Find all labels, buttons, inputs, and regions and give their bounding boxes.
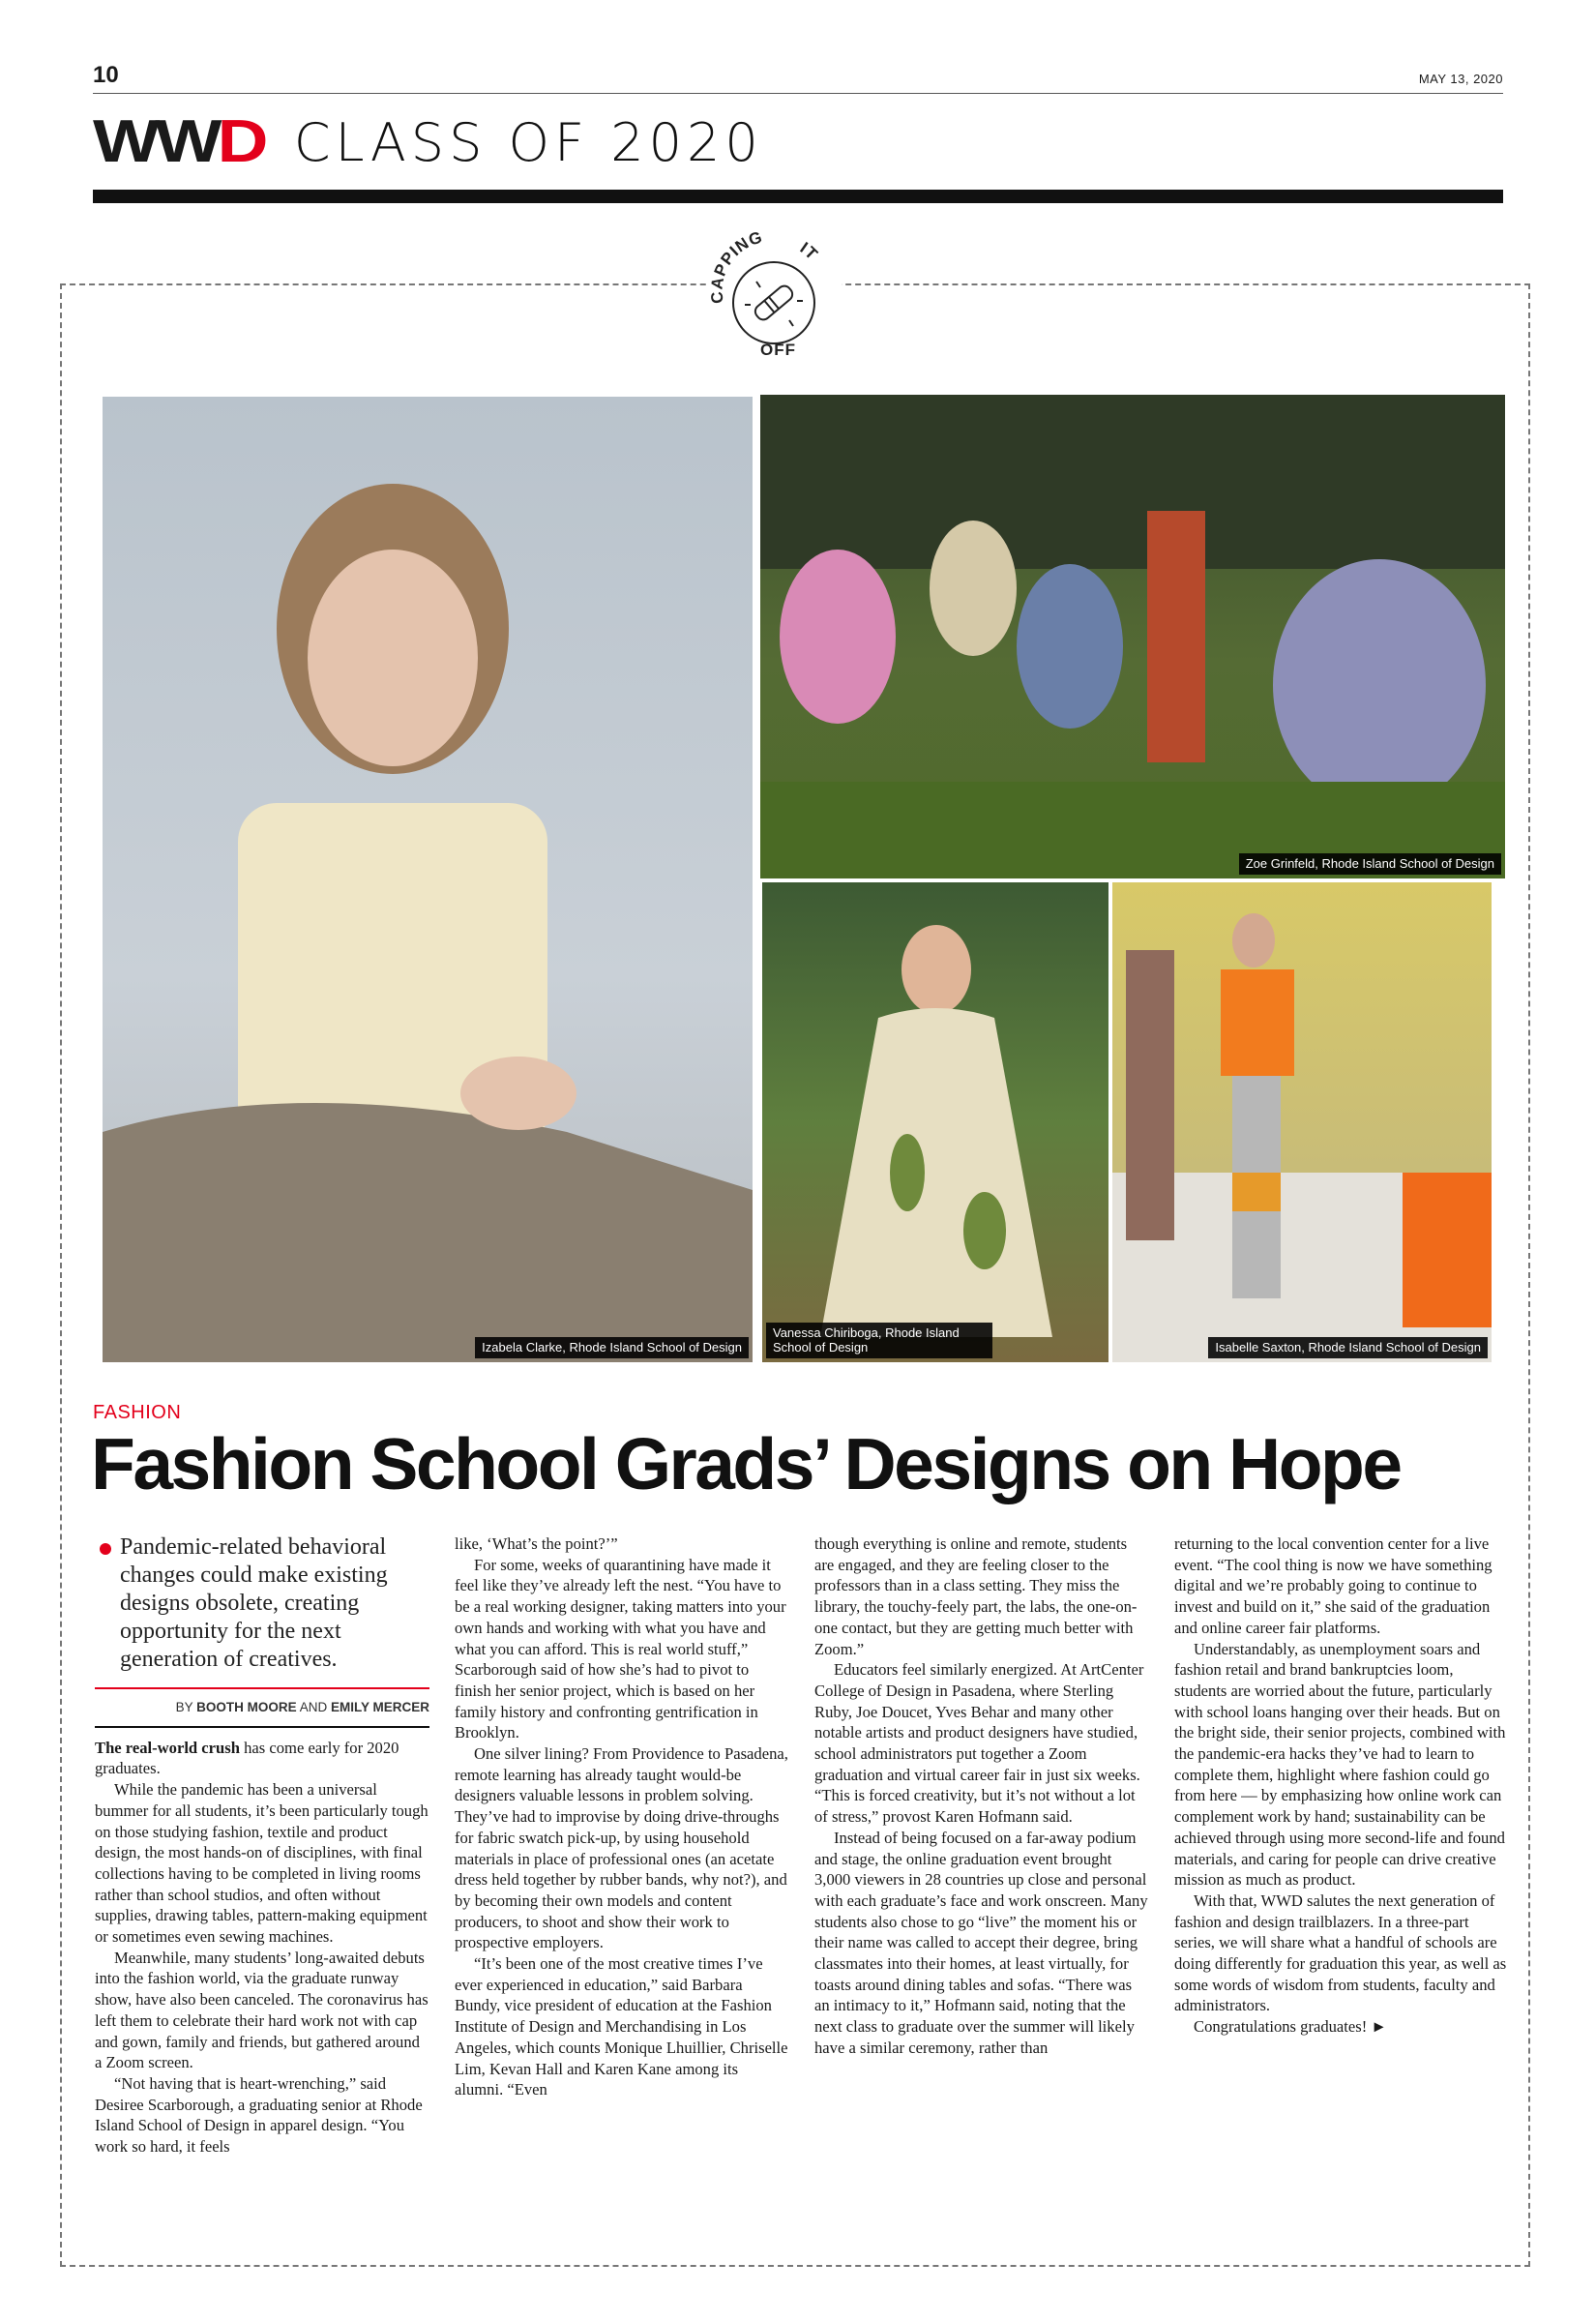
- bullet-dot-icon: [100, 1543, 111, 1555]
- body-paragraph: Congratulations graduates! ►: [1194, 2017, 1387, 2037]
- body-paragraph: though everything is online and remote, students are engaged, and they are feeling closer to the professors than in a class setting. They miss the library, the touchy-feely part, the labs, the one-on-one contact, but they are getting much better with Zoom.”: [814, 1534, 1138, 1658]
- byline: BY BOOTH MOORE AND EMILY MERCER: [95, 1687, 429, 1718]
- article-column-1: [95, 1533, 429, 2158]
- photo-izabela-clarke: [103, 397, 753, 1362]
- svg-text:IT: IT: [796, 238, 822, 264]
- article-column-2: [455, 1533, 789, 2100]
- body-paragraph: Instead of being focused on a far-away podium and stage, the online graduation event brought 3,000 viewers in 28 countries up close and personal with each graduate’s face and work onscreen. Many students also chose to go “live” the moment his or their name was called to accept their degree, bring classmates into their homes, at least virtually, for toasts around dining tables and sofas. “There was an intimacy to it,” Hofmann said, noting that the next class to graduate over the summer will likely have a similar ceremony, rather than: [814, 1828, 1148, 2057]
- body-paragraph: The real-world crush has come early for 2020 graduates.: [95, 1738, 399, 1778]
- svg-text:OFF: OFF: [760, 341, 796, 359]
- page-number: 10: [93, 62, 119, 88]
- body-paragraph: While the pandemic has been a universal bummer for all students, it’s been particularly tough on those studying fashion, textile and product design, the most hands-on of disciplines, with final collections having to be completed in living rooms rather than school studios, and often without supplies, drawing tables, pattern-making equipment or sometimes even sewing machines.: [95, 1780, 429, 1947]
- headline: Fashion School Grads’ Designs on Hope: [91, 1423, 1401, 1504]
- masthead: [93, 108, 763, 176]
- wwd-logo: WWD: [93, 108, 264, 175]
- section-title: CLASS OF 2020: [293, 111, 763, 173]
- diploma-icon: [706, 218, 842, 363]
- photo-isabelle-saxton: [1112, 882, 1492, 1362]
- article-column-4: [1174, 1533, 1509, 2038]
- section-kicker: FASHION: [93, 1402, 182, 1423]
- body-paragraph: “It’s been one of the most creative times I’ve ever experienced in education,” said Barbara Bundy, vice president of education at the Fashion Institute of Design and Merchandising in Los Angeles, which counts Monique Lhuillier, Chriselle Lim, Kevan Hall and Karen Kane among its alumni. “Even: [455, 1954, 788, 2099]
- capping-it-off-stamp: [706, 218, 842, 363]
- dek: Pandemic-related behavioral changes could make existing designs obsolete, creating opportunity for the next generation of creatives.: [95, 1533, 429, 1674]
- photo-caption: Vanessa Chiriboga, Rhode Island School of Design: [766, 1323, 992, 1358]
- header-thick-rule: [93, 190, 1503, 203]
- body-paragraph: “Not having that is heart-wrenching,” said Desiree Scarborough, a graduating senior at Rhode Island School of Design in apparel design. “You work so hard, it feels: [95, 2073, 423, 2157]
- photo-caption: Isabelle Saxton, Rhode Island School of Design: [1208, 1337, 1488, 1358]
- top-rule: [93, 93, 1503, 94]
- article-column-3: [814, 1533, 1149, 2059]
- photo-zoe-grinfeld: [760, 395, 1505, 878]
- body-paragraph: returning to the local convention center for a live event. “The cool thing is now we have something digital and we’re probably going to continue to invest and build on it,” she said of the graduation and online career fair platforms.: [1174, 1534, 1493, 1637]
- svg-text:CAPPING: CAPPING: [707, 227, 765, 305]
- body-paragraph: One silver lining? From Providence to Pasadena, remote learning has already taught would-be designers valuable lessons in problem solving. They’ve had to improvise by doing drive-throughs for fabric swatch pick-up, by using household materials in place of professional ones (an acetate dress held together by rubber bands, why not?), and by becoming their own models and content producers, to shoot and show their work to prospective employers.: [455, 1744, 788, 1952]
- body-paragraph: Educators feel similarly energized. At ArtCenter College of Design in Pasadena, where Sterling Ruby, Joe Doucet, Yves Behar and many other notable artists and product designers have studied, school administrators put together a Zoom graduation and virtual career fair in just six weeks. “This is forced creativity, but it’s not without a lot of stress,” provost Karen Hofmann said.: [814, 1660, 1144, 1827]
- photo-caption: Izabela Clarke, Rhode Island School of Design: [475, 1337, 749, 1358]
- photo-vanessa-chiriboga: [762, 882, 1108, 1362]
- photo-caption: Zoe Grinfeld, Rhode Island School of Design: [1239, 853, 1501, 875]
- byline-rule: [95, 1726, 429, 1728]
- body-paragraph: Understandably, as unemployment soars and fashion retail and brand bankruptcies loom, students are worried about the future, particularly with school loans hanging over their heads. But on the bright side, their senior projects, combined with the pandemic-era hacks they’ve had to learn to complete them, highlight where fashion could go from here — by emphasizing how online work can complement work by hand; sustainability can be achieved through using more second-life and found materials, and caring for people can drive creative mission as much as product.: [1174, 1639, 1506, 1890]
- issue-date: MAY 13, 2020: [1418, 72, 1503, 86]
- body-paragraph: With that, WWD salutes the next generation of fashion and design trailblazers. In a three-part series, we will share what a handful of schools are doing differently for graduation this year, as well as some words of wisdom from students, faculty and administrators.: [1174, 1890, 1507, 2015]
- body-paragraph: Meanwhile, many students’ long-awaited debuts into the fashion world, via the graduate runway show, have also been canceled. The coronavirus has left them to celebrate their hard work not with cap and gown, family and friends, but gathered around a Zoom screen.: [95, 1948, 429, 2072]
- body-paragraph: For some, weeks of quarantining have made it feel like they’ve already left the nest. “You have to be a real working designer, taking matters into your own hands and working with what you have and what you can afford. This is real world stuff,” Scarborough said of how she’s had to pivot to finish her senior project, which is based on her family history and confronting gentrification in Brooklyn.: [455, 1555, 786, 1742]
- body-paragraph: like, ‘What’s the point?’”: [455, 1534, 618, 1553]
